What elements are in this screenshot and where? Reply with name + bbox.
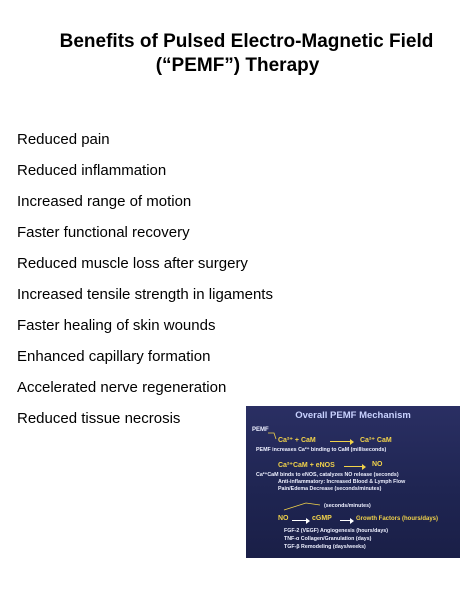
enos-reactants: Ca²⁺CaM + eNOS xyxy=(278,462,335,469)
mechanism-title: Overall PEMF Mechanism xyxy=(295,410,411,421)
ca-cam-reactants: Ca²⁺ + CaM xyxy=(278,437,316,444)
title-line-1: Benefits of Pulsed Electro-Magnetic Field xyxy=(59,31,434,52)
no-reactant: NO xyxy=(278,515,289,522)
time-connector xyxy=(284,503,320,510)
growth-factors: Growth Factors (hours/days) xyxy=(356,516,439,522)
mechanism-diagram xyxy=(246,406,460,558)
cgmp-label: cGMP xyxy=(312,515,332,522)
benefit-item: Increased range of motion xyxy=(17,193,192,210)
benefit-item: Accelerated nerve regeneration xyxy=(17,379,227,396)
title-line-2: (“PEMF”) Therapy xyxy=(155,55,320,76)
benefit-item: Increased tensile strength in ligaments xyxy=(17,286,273,303)
pemf-connector xyxy=(268,433,276,439)
anti-inflammatory-note: Anti-inflammatory: Increased Blood & Lymph Flow xyxy=(278,479,406,485)
page-title xyxy=(0,30,475,78)
benefit-item: Faster healing of skin wounds xyxy=(17,317,216,334)
benefit-item: Reduced pain xyxy=(17,131,110,148)
benefit-item: Faster functional recovery xyxy=(17,224,190,241)
fgf-line: FGF-2 (VEGF) Angiogenesis (hours/days) xyxy=(284,528,388,534)
ca-cam-product: Ca²⁺ CaM xyxy=(360,437,392,444)
no-product: NO xyxy=(372,461,383,468)
enos-note: Ca²⁺CaM binds to eNOS, catalyzes NO release (seconds) xyxy=(256,472,399,478)
benefit-item: Enhanced capillary formation xyxy=(17,348,211,365)
benefit-item: Reduced tissue necrosis xyxy=(17,410,181,427)
pain-note: Pain/Edema Decrease (seconds/minutes) xyxy=(278,486,382,492)
pemf-note: PEMF increases Ca²⁺ binding to CaM (milliseconds) xyxy=(256,447,387,453)
benefits-list xyxy=(17,128,273,438)
tnf-line: TNF-α Collagen/Granulation (days) xyxy=(284,536,372,542)
tgf-line: TGF-β Remodeling (days/weeks) xyxy=(284,544,366,550)
benefit-item: Reduced muscle loss after surgery xyxy=(17,255,248,272)
benefit-item: Reduced inflammation xyxy=(17,162,167,179)
time-note: (seconds/minutes) xyxy=(324,503,371,509)
pemf-label: PEMF xyxy=(252,427,269,433)
connector-lines xyxy=(246,406,460,558)
